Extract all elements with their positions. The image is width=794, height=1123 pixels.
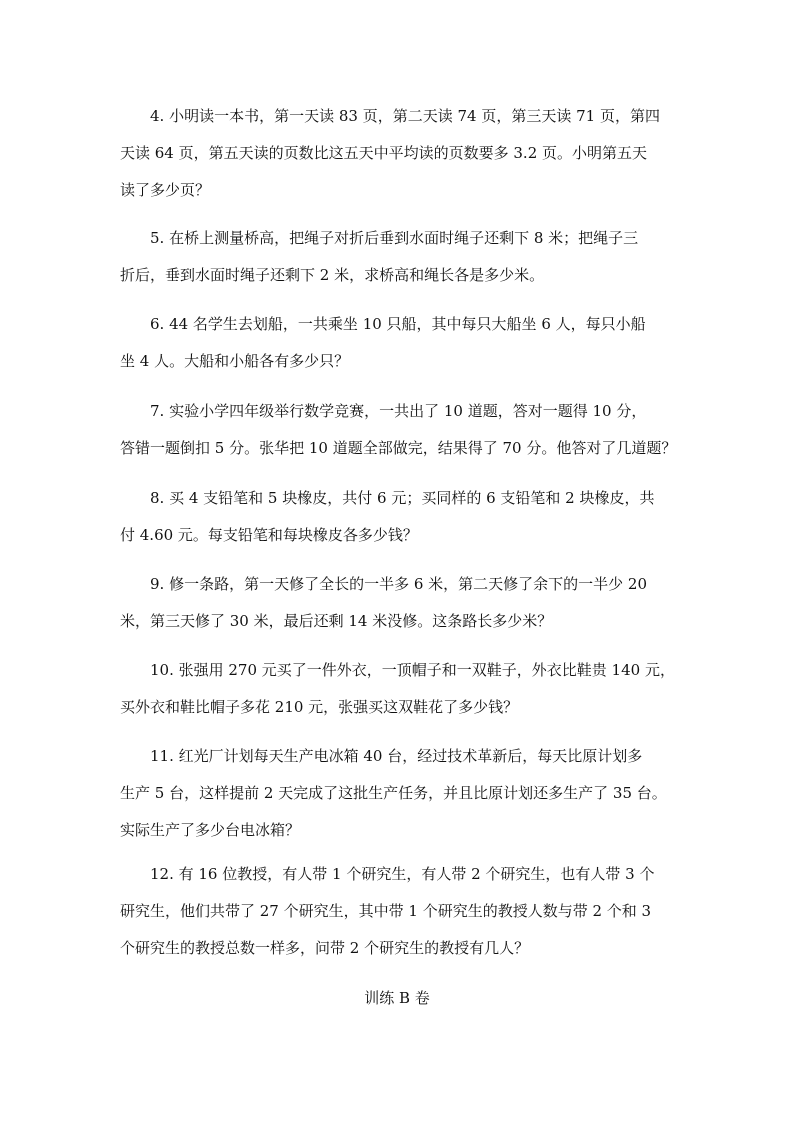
problem-4-line-1: 4. 小明读一本书，第一天读 83 页，第二天读 74 页，第三天读 71 页，第四	[150, 107, 660, 125]
problem-12-line-2: 研究生，他们共带了 27 个研究生，其中带 1 个研究生的教授人数与带 2 个和 3	[120, 902, 652, 920]
problem-8	[120, 480, 676, 554]
problem-9-line-1: 9. 修一条路，第一天修了全长的一半多 6 米，第二天修了余下的一半少 20	[150, 575, 648, 593]
problem-4-line-3: 读了多少页？	[120, 181, 211, 199]
problem-11-line-2: 生产 5 台，这样提前 2 天完成了这批生产任务，并且比原计划还多生产了 35 台。	[120, 784, 667, 802]
problem-11-line-1: 11. 红光厂计划每天生产电冰箱 40 台，经过技术革新后，每天比原计划多	[150, 747, 643, 765]
problem-12-line-3: 个研究生的教授总数一样多，问带 2 个研究生的教授有几人？	[120, 939, 530, 957]
problem-11-line-3: 实际生产了多少台电冰箱？	[120, 821, 301, 839]
problem-7-line-1: 7. 实验小学四年级举行数学竞赛，一共出了 10 道题，答对一题得 10 分，	[150, 402, 647, 420]
problem-4-line-2: 天读 64 页，第五天读的页数比这五天中平均读的页数要多 3.2 页。小明第五天	[120, 144, 648, 162]
problem-5-line-1: 5. 在桥上测量桥高，把绳子对折后垂到水面时绳子还剩下 8 米；把绳子三	[150, 229, 639, 247]
section-title: 训练 B 卷	[364, 989, 430, 1007]
problem-10-line-2: 买外衣和鞋比帽子多花 210 元，张强买这双鞋花了多少钱？	[120, 698, 519, 716]
problem-11	[120, 738, 676, 849]
problem-9-line-2: 米，第三天修了 30 米，最后还剩 14 米没修。这条路长多少米？	[120, 612, 553, 630]
problem-7	[120, 393, 676, 467]
problem-7-line-2: 答错一题倒扣 5 分。张华把 10 道题全部做完，结果得了 70 分。他答对了几道题？	[120, 439, 677, 457]
problem-9	[120, 566, 676, 640]
problem-4	[120, 98, 676, 209]
problem-6-line-2: 坐 4 人。大船和小船各有多少只？	[120, 352, 350, 370]
problem-12	[120, 856, 676, 967]
problem-6	[120, 306, 676, 380]
problem-8-line-1: 8. 买 4 支铅笔和 5 块橡皮，共付 6 元；买同样的 6 支铅笔和 2 块橡皮，共	[150, 489, 655, 507]
problem-10-line-1: 10. 张强用 270 元买了一件外衣，一顶帽子和一双鞋子，外衣比鞋贵 140 元，	[150, 661, 675, 679]
problem-5	[120, 220, 676, 294]
problem-10	[120, 652, 676, 726]
problem-6-line-1: 6. 44 名学生去划船，一共乘坐 10 只船，其中每只大船坐 6 人，每只小船	[150, 315, 646, 333]
problem-12-line-1: 12. 有 16 位教授，有人带 1 个研究生，有人带 2 个研究生，也有人带 3 个	[150, 865, 655, 883]
problem-5-line-2: 折后，垂到水面时绳子还剩下 2 米，求桥高和绳长各是多少米。	[120, 266, 545, 284]
problem-8-line-2: 付 4.60 元。每支铅笔和每块橡皮各多少钱？	[120, 526, 418, 544]
